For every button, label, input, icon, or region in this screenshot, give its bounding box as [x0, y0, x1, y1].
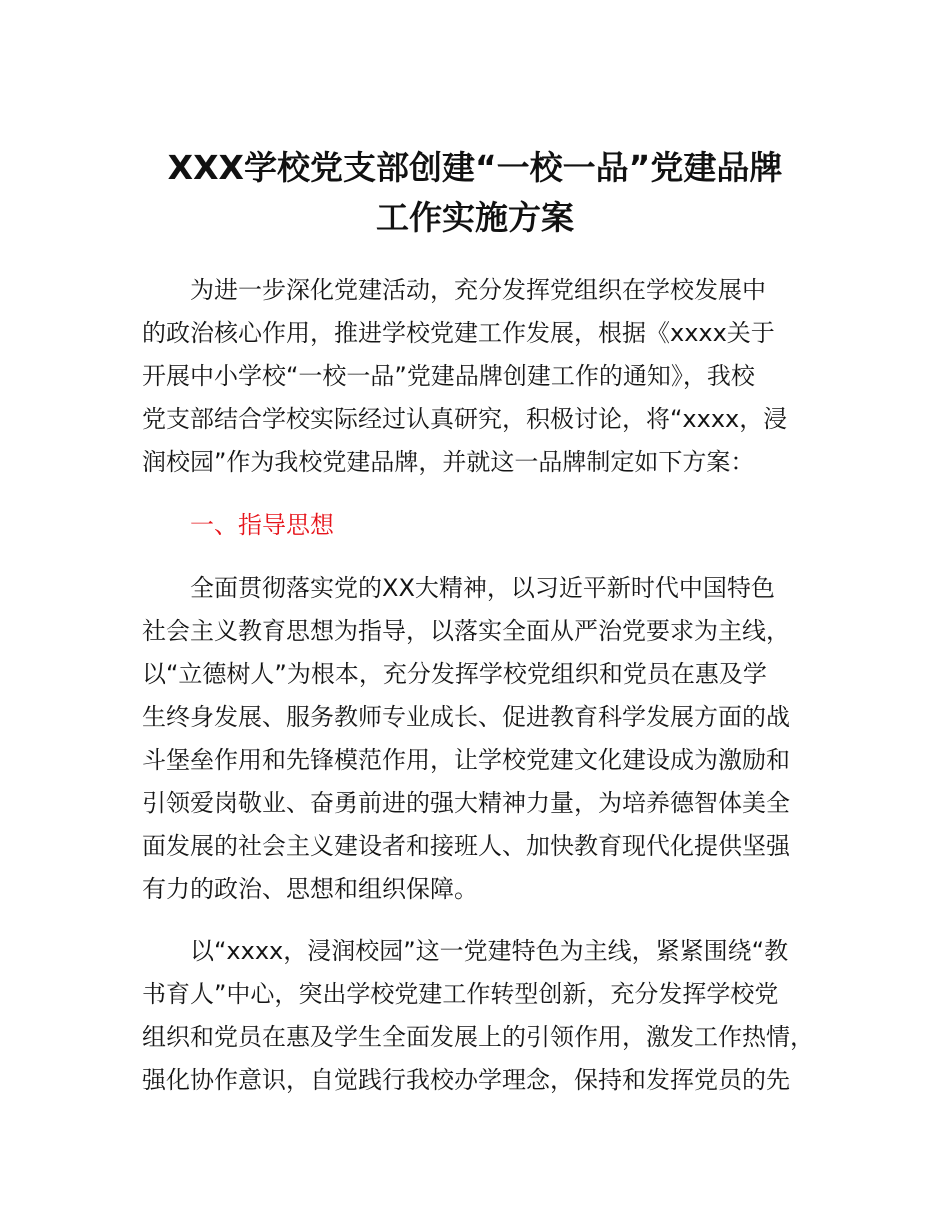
document-title-line-2: 工作实施方案: [376, 198, 574, 237]
intro-line: 的政治核心作用，推进学校党建工作发展，根据《xxxx关于: [142, 319, 775, 347]
paragraph-line: 斗堡垒作用和先锋模范作用，让学校党建文化建设成为激励和: [142, 746, 790, 774]
paragraph-line: 生终身发展、服务教师专业成长、促进教育科学发展方面的战: [142, 703, 790, 731]
document-title-line-1: XXX学校党支部创建“一校一品”党建品牌: [167, 148, 783, 187]
paragraph-line: 以“xxxx，浸润校园”这一党建特色为主线，紧紧围绕“教: [190, 937, 789, 965]
intro-line: 党支部结合学校实际经过认真研究，积极讨论，将“xxxx，浸: [142, 405, 788, 433]
paragraph-line: 组织和党员在惠及学生全面发展上的引领作用，激发工作热情，: [142, 1023, 814, 1051]
paragraph-line: 面发展的社会主义建设者和接班人、加快教育现代化提供坚强: [142, 832, 790, 860]
paragraph-line: 书育人”中心，突出学校党建工作转型创新，充分发挥学校党: [142, 980, 779, 1008]
paragraph-line: 强化协作意识，自觉践行我校办学理念，保持和发挥党员的先: [142, 1066, 790, 1094]
paragraph-line: 以“立德树人”为根本，充分发挥学校党组织和党员在惠及学: [142, 660, 767, 688]
intro-line: 开展中小学校“一校一品”党建品牌创建工作的通知》，我校: [142, 362, 755, 390]
paragraph-line: 全面贯彻落实党的XX大精神，以习近平新时代中国特色: [190, 574, 775, 602]
paragraph-line: 社会主义教育思想为指导，以落实全面从严治党要求为主线，: [142, 617, 790, 645]
intro-line: 润校园”作为我校党建品牌，并就这一品牌制定如下方案：: [142, 448, 755, 476]
paragraph-line: 有力的政治、思想和组织保障。: [142, 875, 478, 903]
intro-line: 为进一步深化党建活动，充分发挥党组织在学校发展中: [190, 276, 766, 304]
paragraph-line: 引领爱岗敬业、奋勇前进的强大精神力量，为培养德智体美全: [142, 789, 790, 817]
section-heading: 一、指导思想: [190, 511, 334, 539]
